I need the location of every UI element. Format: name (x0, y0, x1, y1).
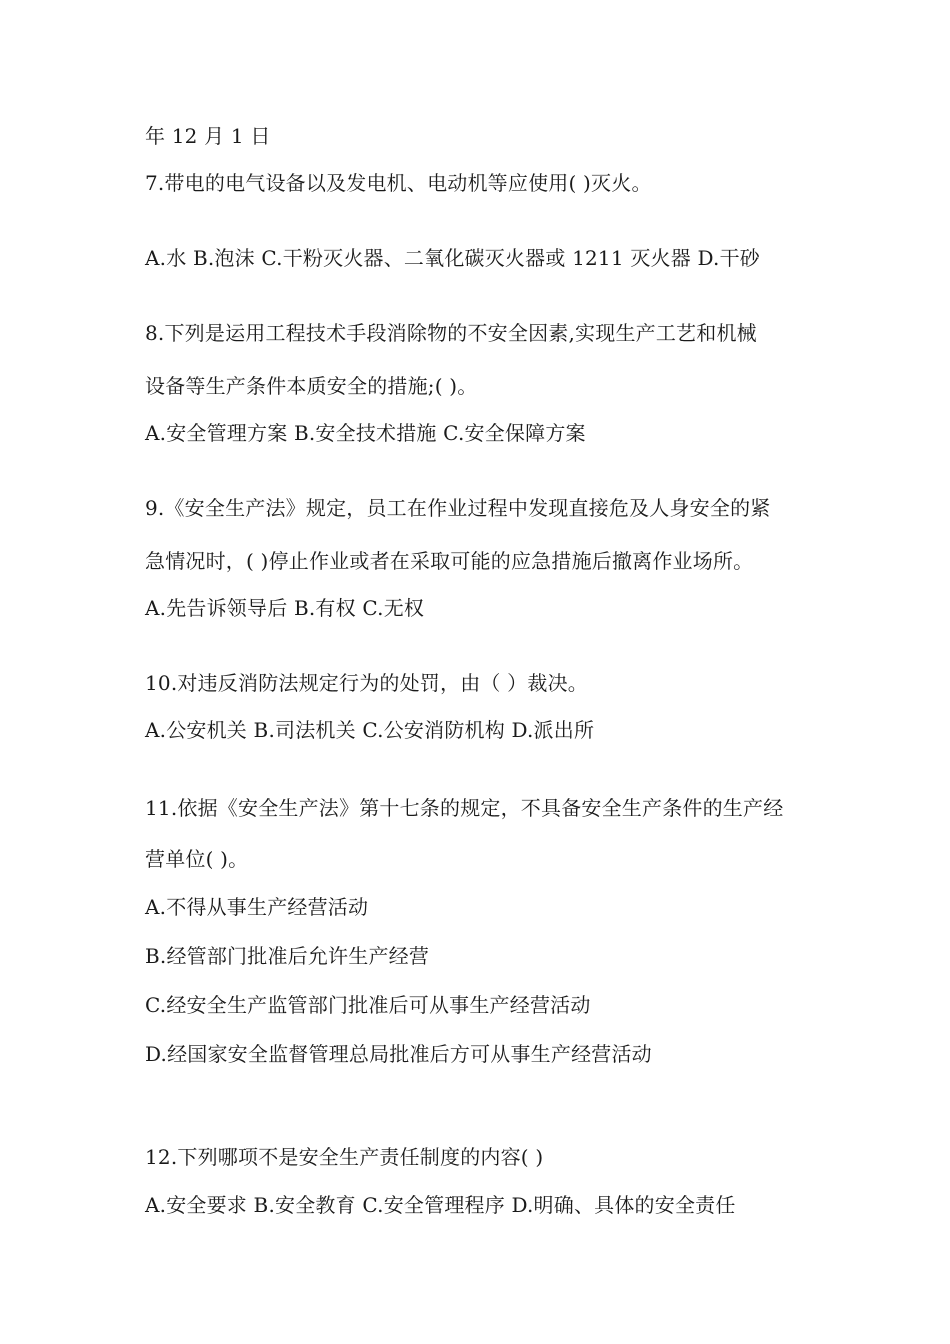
question-11-option-a: A.不得从事生产经营活动 (145, 895, 369, 919)
question-8-text-line-1: 8.下列是运用工程技术手段消除物的不安全因素,实现生产工艺和机械 (145, 321, 757, 345)
question-11-option-b: B.经管部门批准后允许生产经营 (145, 944, 430, 968)
question-10-options: A.公安机关 B.司法机关 C.公安消防机构 D.派出所 (145, 718, 595, 742)
question-8-text-line-2: 设备等生产条件本质安全的措施;( )。 (145, 374, 478, 398)
question-9-text-line-1: 9.《安全生产法》规定，员工在作业过程中发现直接危及人身安全的紧 (145, 496, 771, 520)
question-11-text-line-2: 营单位( )。 (145, 847, 249, 871)
question-9-text-line-2: 急情况时，( )停止作业或者在采取可能的应急措施后撤离作业场所。 (145, 549, 754, 573)
question-7-text: 7.带电的电气设备以及发电机、电动机等应使用( )灭火。 (145, 171, 652, 195)
question-7-options: A.水 B.泡沫 C.干粉灭火器、二氧化碳灭火器或 1211 灭火器 D.干砂 (145, 246, 760, 270)
question-11-option-c: C.经安全生产监管部门批准后可从事生产经营活动 (145, 993, 591, 1017)
date-continuation-line: 年 12 月 1 日 (145, 124, 271, 148)
question-12-text: 12.下列哪项不是安全生产责任制度的内容( ) (145, 1145, 544, 1169)
question-12-options: A.安全要求 B.安全教育 C.安全管理程序 D.明确、具体的安全责任 (145, 1193, 736, 1217)
question-10-text: 10.对违反消防法规定行为的处罚，由（ ）裁决。 (145, 671, 588, 695)
question-11-option-d: D.经国家安全监督管理总局批准后方可从事生产经营活动 (145, 1042, 652, 1066)
question-8-options: A.安全管理方案 B.安全技术措施 C.安全保障方案 (145, 421, 586, 445)
question-9-options: A.先告诉领导后 B.有权 C.无权 (145, 596, 425, 620)
question-11-text-line-1: 11.依据《安全生产法》第十七条的规定，不具备安全生产条件的生产经 (145, 796, 784, 820)
